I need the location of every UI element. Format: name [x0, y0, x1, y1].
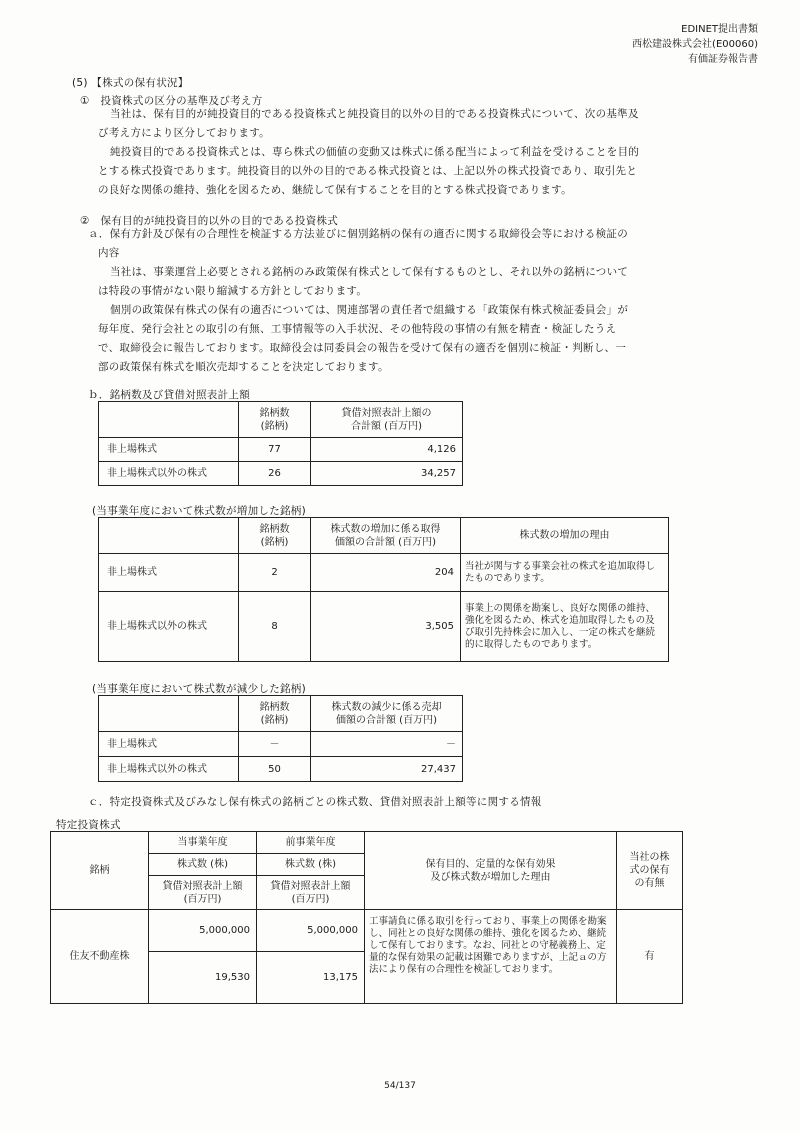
sub1-para1-line2: び考え方により区分しております。: [98, 127, 270, 139]
row-reason: 当社が関与する事業会社の株式を追加取得したものであります。: [461, 554, 669, 592]
header-holding: 当社の株 式の保有 の有無: [617, 832, 683, 910]
header-purpose: 保有目的、定量的な保有効果 及び株式数が増加した理由: [365, 832, 617, 910]
row-count: 26: [239, 462, 311, 486]
row-name: 住友不動産株: [51, 910, 149, 1004]
row-shares-previous: 5,000,000: [257, 910, 365, 952]
row-count: 77: [239, 438, 311, 462]
document-header: [498, 22, 758, 67]
header-company: 西松建設株式会社(E00060): [632, 39, 758, 50]
row-amount: －: [311, 732, 463, 757]
row-count: 50: [239, 757, 311, 782]
row-bs-previous: 13,175: [257, 952, 365, 1004]
header-shares-current: 株式数 (株): [149, 854, 257, 876]
row-label: 非上場株式以外の株式: [99, 462, 239, 486]
decrease-caption: (当事業年度において株式数が減少した銘柄): [92, 683, 306, 695]
sub1-para2-line3: の良好な関係の維持、強化を図るため、継続して保有することを目的とする株式投資であります。: [98, 184, 572, 196]
a-para2-line3: で、取締役会に報告しております。取締役会は同委員会の報告を受けて保有の適否を個別に検証・判断し、一: [98, 342, 627, 354]
row-label: 非上場株式: [99, 438, 239, 462]
row-amount: 27,437: [311, 757, 463, 782]
a-title-line1: ａ．保有方針及び保有の合理性を検証する方法並びに個別銘柄の保有の適否に関する取締役会等における検証の: [88, 228, 628, 240]
row-label: 非上場株式以外の株式: [99, 757, 239, 782]
row-shares-current: 5,000,000: [149, 910, 257, 952]
page-number: 54/137: [384, 1081, 416, 1091]
row-reason: 事業上の関係を勘案し、良好な関係の維持、強化を図るため、株式を追加取得したもの及び取引先持株会に加入し、一定の株式を継続的に取得したものであります。: [461, 592, 669, 662]
header-reason: 株式数の増加の理由: [461, 518, 669, 554]
table-row: [99, 592, 669, 662]
a-para2-line2: 毎年度、発行会社との取引の有無、工事情報等の入手状況、その他特段の事情の有無を精査・検証したうえ: [98, 323, 617, 335]
specific-investment-label: 特定投資株式: [56, 819, 121, 831]
row-bs-current: 19,530: [149, 952, 257, 1004]
header-count: 銘柄数 (銘柄): [239, 402, 311, 438]
header-amount: 株式数の増加に係る取得 価額の合計額 (百万円): [311, 518, 461, 554]
header-bs-previous: 貸借対照表計上額 (百万円): [257, 876, 365, 910]
a-title-line2: 内容: [98, 247, 120, 259]
specific-investment-table: [50, 831, 683, 1004]
sub1-para1-line1: 当社は、保有目的が純投資目的である投資株式と純投資目的以外の目的である投資株式について、次の基準及: [110, 108, 639, 120]
a-para1-line2: は特段の事情がない限り縮減する方針としております。: [98, 285, 368, 297]
a-para2-line4: 部の政策保有株式を順次売却することを決定しております。: [98, 361, 389, 373]
row-holding: 有: [617, 910, 683, 1004]
header-shares-previous: 株式数 (株): [257, 854, 365, 876]
row-count: 8: [239, 592, 311, 662]
header-edinet: EDINET提出書類: [681, 24, 758, 35]
row-label: 非上場株式: [99, 554, 239, 592]
empty-header-cell: [99, 402, 239, 438]
sub1-para2-line1: 純投資目的である投資株式とは、専ら株式の価値の変動又は株式に係る配当によって利益を受けることを目的: [110, 146, 640, 158]
sub1-para2-line2: とする株式投資であります。純投資目的以外の目的である株式投資とは、上記以外の株式投資であり、取引先と: [98, 165, 638, 177]
decrease-table: [98, 695, 463, 782]
header-current-year: 当事業年度: [149, 832, 257, 854]
c-title: ｃ．特定投資株式及びみなし保有株式の銘柄ごとの株式数、貸借対照表計上額等に関する情報: [88, 796, 542, 808]
increase-table: [98, 517, 669, 662]
row-count: 2: [239, 554, 311, 592]
table-row: [99, 462, 463, 486]
table-row: [51, 910, 683, 952]
table-row: [99, 732, 463, 757]
section-title: (5) 【株式の保有状況】: [72, 77, 189, 89]
header-report-type: 有価証券報告書: [688, 54, 758, 65]
a-para1-line1: 当社は、事業運営上必要とされる銘柄のみ政策保有株式として保有するものとし、それ以外の銘柄について: [110, 266, 629, 278]
empty-header-cell: [99, 696, 239, 732]
header-amount: 株式数の減少に係る売却 価額の合計額 (百万円): [311, 696, 463, 732]
table-row: [99, 757, 463, 782]
increase-caption: (当事業年度において株式数が増加した銘柄): [92, 505, 306, 517]
a-para2-line1: 個別の政策保有株式の保有の適否については、関連部署の責任者で組織する「政策保有株式検証委員会」が: [110, 304, 629, 316]
row-purpose: 工事請負に係る取引を行っており、事業上の関係を勘案し、同社との良好な関係の維持、強化を図るため、継続して保有しております。なお、同社との守秘義務上、定量的な保有効果の記載は困難でありますが、上記ａの方法により保有の合理性を検証しております。: [365, 910, 617, 1004]
b-title: ｂ．銘柄数及び貸借対照表計上額: [88, 389, 250, 401]
header-count: 銘柄数 (銘柄): [239, 696, 311, 732]
table-row: [99, 554, 669, 592]
header-count: 銘柄数 (銘柄): [239, 518, 311, 554]
header-bs-current: 貸借対照表計上額 (百万円): [149, 876, 257, 910]
header-amount: 貸借対照表計上額の 合計額 (百万円): [311, 402, 463, 438]
holdings-count-table: [98, 401, 463, 486]
row-amount: 204: [311, 554, 461, 592]
row-label: 非上場株式: [99, 732, 239, 757]
subsection-2-title: ② 保有目的が純投資目的以外の目的である投資株式: [80, 215, 339, 227]
row-label: 非上場株式以外の株式: [99, 592, 239, 662]
header-previous-year: 前事業年度: [257, 832, 365, 854]
row-amount: 34,257: [311, 462, 463, 486]
empty-header-cell: [99, 518, 239, 554]
table-row: [99, 438, 463, 462]
row-amount: 3,505: [311, 592, 461, 662]
subsection-1-title: ① 投資株式の区分の基準及び考え方: [80, 95, 263, 107]
header-name: 銘柄: [51, 832, 149, 910]
row-count: －: [239, 732, 311, 757]
row-amount: 4,126: [311, 438, 463, 462]
